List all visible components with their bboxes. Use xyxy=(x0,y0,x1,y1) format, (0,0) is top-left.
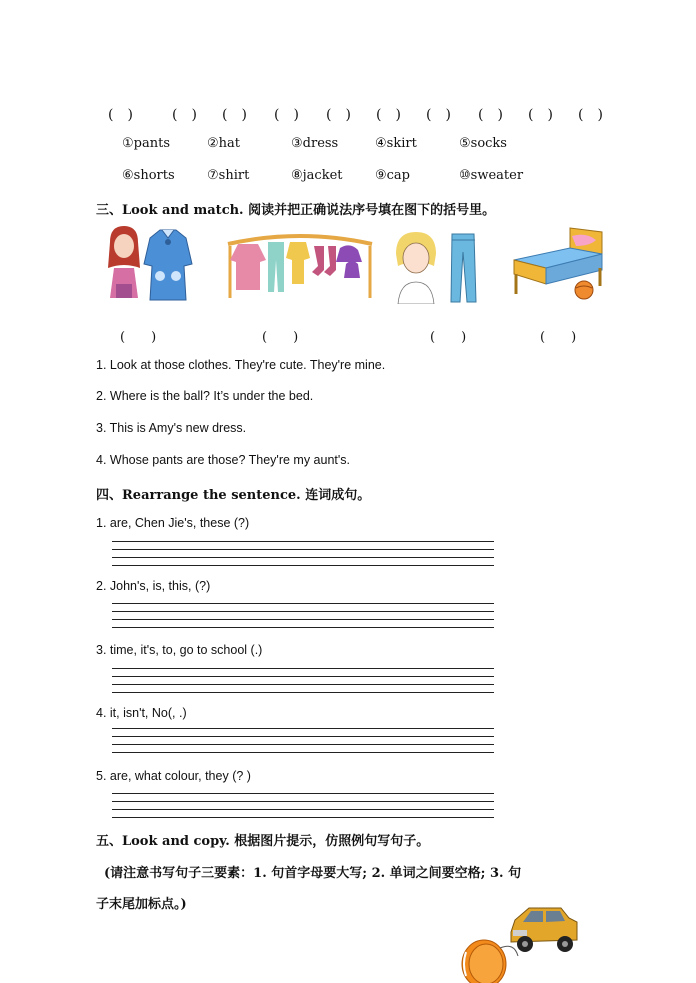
picture-answer-paren-2[interactable]: ( ) xyxy=(262,330,299,345)
answer-paren-8[interactable]: ( ) xyxy=(478,107,503,123)
writing-rules-note-line-2: 子末尾加标点。) xyxy=(96,897,187,912)
answer-paren-4[interactable]: ( ) xyxy=(274,107,299,123)
word-option: ⑩sweater xyxy=(459,168,524,183)
word-options-row-1 xyxy=(122,136,622,156)
word-option: ①pants xyxy=(122,136,170,151)
word-option: ⑧jacket xyxy=(291,168,343,183)
answer-paren-1[interactable]: ( ) xyxy=(108,107,133,123)
answer-paren-5[interactable]: ( ) xyxy=(326,107,351,123)
girl-with-dress-picture xyxy=(100,224,202,304)
writing-lines-5[interactable] xyxy=(112,793,494,825)
picture-answer-paren-4[interactable]: ( ) xyxy=(540,330,577,345)
answer-paren-2[interactable]: ( ) xyxy=(172,107,197,123)
match-sentence-4: 4. Whose pants are those? They're my aunt's. xyxy=(96,453,350,467)
answer-parentheses-row xyxy=(100,104,640,124)
match-sentence-1: 1. Look at those clothes. They're cute. They're mine. xyxy=(96,358,386,372)
writing-lines-2[interactable] xyxy=(112,603,494,635)
word-option: ⑤socks xyxy=(459,136,507,151)
answer-paren-7[interactable]: ( ) xyxy=(426,107,451,123)
yo-yo-picture xyxy=(458,938,520,983)
writing-lines-1[interactable] xyxy=(112,541,494,573)
writing-rules-note-line-1: (请注意书写句子三要素：1. 句首字母要大写; 2. 单词之间要空格; 3. 句 xyxy=(104,866,522,881)
word-option: ⑥shorts xyxy=(122,168,175,183)
word-option: ④skirt xyxy=(375,136,417,151)
word-option: ③dress xyxy=(291,136,339,151)
match-sentence-2: 2. Where is the ball? It’s under the bed. xyxy=(96,389,314,403)
rearrange-item-4: 4. it, isn't, No(, .) xyxy=(96,706,187,720)
writing-lines-4[interactable] xyxy=(112,728,494,760)
clothes-on-rack-picture xyxy=(224,230,376,300)
section-5-title: 五、Look and copy. 根据图片提示，仿照例句写句子。 xyxy=(96,834,430,849)
word-option: ⑨cap xyxy=(375,168,411,183)
answer-paren-10[interactable]: ( ) xyxy=(578,107,603,123)
word-options-row-2 xyxy=(122,168,622,188)
picture-answer-paren-1[interactable]: ( ) xyxy=(120,330,157,345)
rearrange-item-3: 3. time, it's, to, go to school (.) xyxy=(96,643,263,657)
bed-with-ball-picture xyxy=(510,224,608,302)
rearrange-item-5: 5. are, what colour, they (? ) xyxy=(96,769,251,783)
word-option: ⑦shirt xyxy=(207,168,250,183)
picture-answer-paren-3[interactable]: ( ) xyxy=(430,330,467,345)
woman-with-pants-picture xyxy=(390,230,480,304)
rearrange-item-1: 1. are, Chen Jie's, these (?) xyxy=(96,516,250,530)
answer-paren-9[interactable]: ( ) xyxy=(528,107,553,123)
rearrange-item-2: 2. John's, is, this, (?) xyxy=(96,579,211,593)
section-4-title: 四、Rearrange the sentence. 连词成句。 xyxy=(96,488,371,503)
writing-lines-3[interactable] xyxy=(112,668,494,700)
section-3-title: 三、Look and match. 阅读并把正确说法序号填在图下的括号里。 xyxy=(96,203,496,218)
answer-paren-3[interactable]: ( ) xyxy=(222,107,247,123)
word-option: ②hat xyxy=(207,136,241,151)
match-sentence-3: 3. This is Amy's new dress. xyxy=(96,421,247,435)
answer-paren-6[interactable]: ( ) xyxy=(376,107,401,123)
